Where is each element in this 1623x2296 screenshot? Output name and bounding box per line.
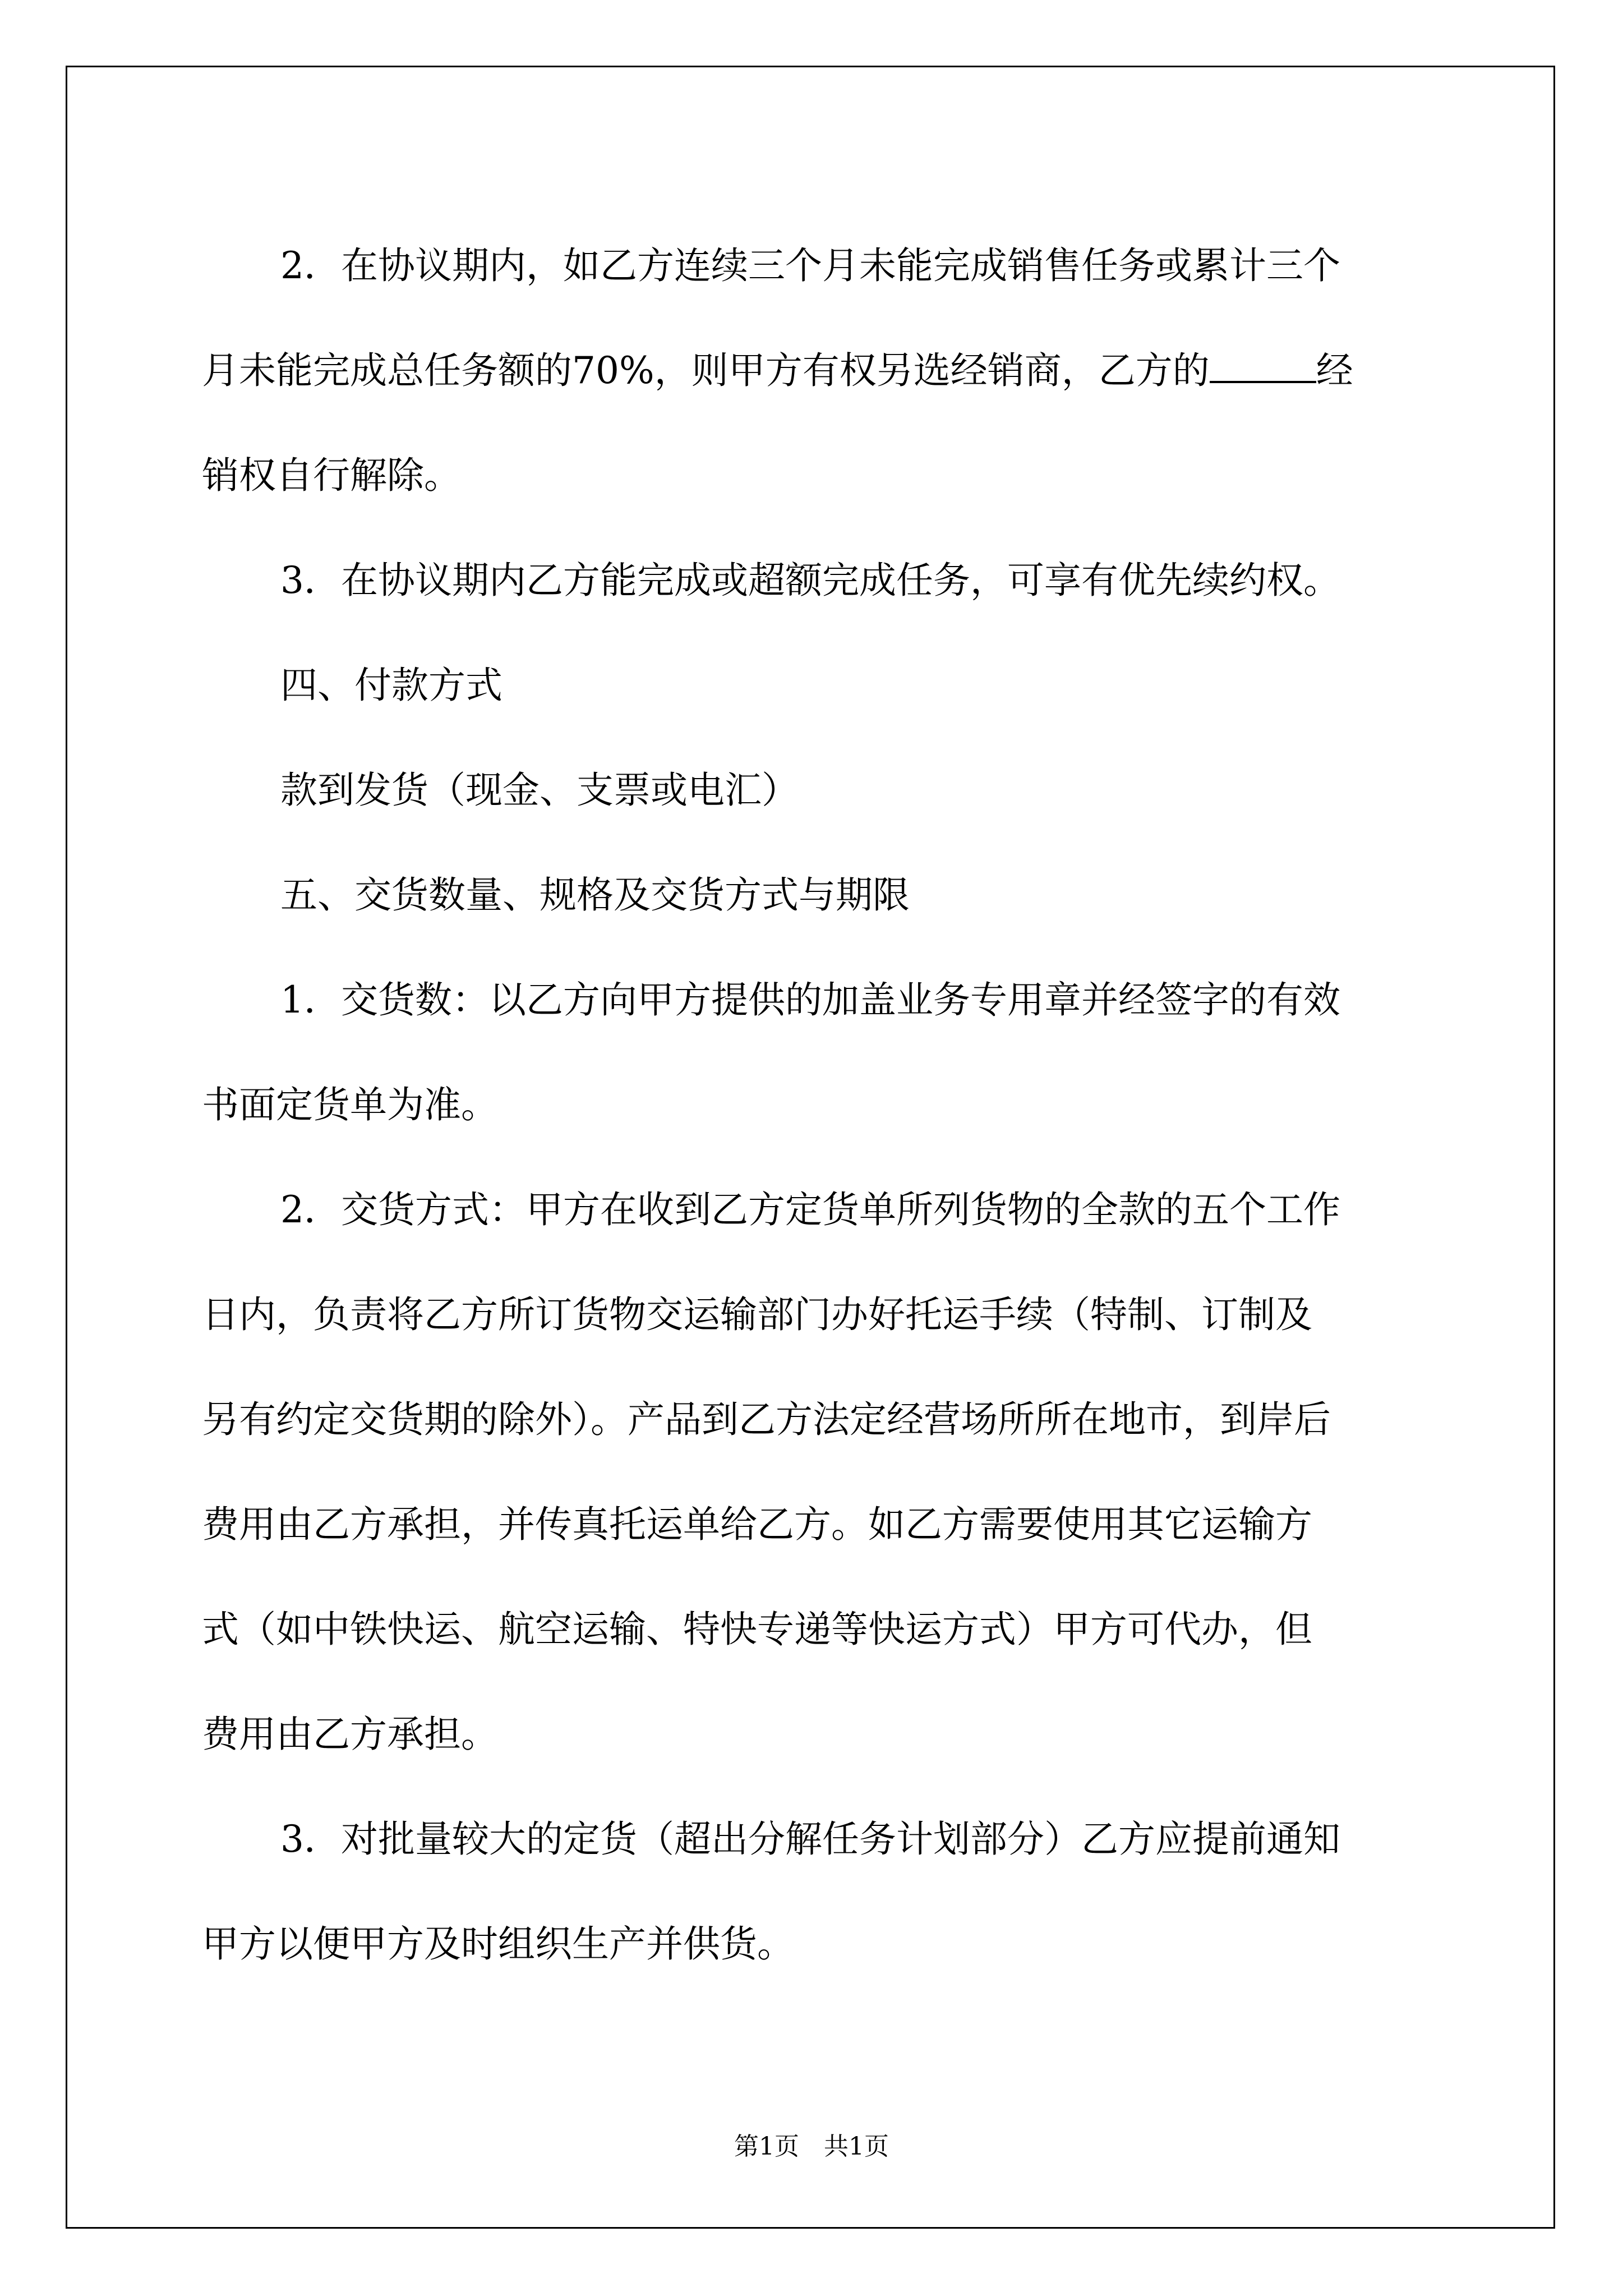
section-heading: 四、付款方式	[280, 664, 502, 707]
paragraph-line: 甲方以便甲方及时组织生产并供货。	[202, 1922, 794, 1966]
paragraph-line: 式（如中铁快运、航空运输、特快专递等快运方式）甲方可代办，但	[202, 1608, 1312, 1651]
paragraph-line: 3．对批量较大的定货（超出分解任务计划部分）乙方应提前通知	[280, 1818, 1340, 1861]
paragraph-line	[202, 318, 1436, 423]
paragraph-line: 款到发货（现金、支票或电汇）	[280, 769, 799, 812]
paragraph-line: 3．在协议期内乙方能完成或超额完成任务，可享有优先续约权。	[280, 559, 1340, 602]
paragraph-line: 2．在协议期内，如乙方连续三个月未能完成销售任务或累计三个	[280, 244, 1340, 287]
paragraph-line: 费用由乙方承担。	[202, 1713, 498, 1756]
document-body	[202, 213, 1436, 1996]
paragraph-line: 书面定货单为准。	[202, 1083, 498, 1126]
paragraph-line: 1．交货数：以乙方向甲方提供的加盖业务专用章并经签字的有效	[280, 978, 1340, 1022]
paragraph-line: 日内，负责将乙方所订货物交运输部门办好托运手续（特制、订制及	[202, 1293, 1312, 1336]
paragraph-line: 另有约定交货期的除外）。产品到乙方法定经营场所所在地市，到岸后	[202, 1398, 1331, 1441]
paragraph-line: 销权自行解除。	[202, 454, 461, 497]
page-footer: 第1页 共1页	[734, 2132, 889, 2161]
section-heading: 五、交货数量、规格及交货方式与期限	[280, 873, 910, 917]
paragraph-text: 经	[1316, 349, 1353, 392]
fill-in-blank	[1210, 347, 1316, 383]
paragraph-line: 费用由乙方承担，并传真托运单给乙方。如乙方需要使用其它运输方	[202, 1503, 1312, 1546]
paragraph-line: 2．交货方式：甲方在收到乙方定货单所列货物的全款的五个工作	[280, 1188, 1340, 1231]
paragraph-text: 月未能完成总任务额的70%，则甲方有权另选经销商，乙方的	[202, 349, 1210, 392]
